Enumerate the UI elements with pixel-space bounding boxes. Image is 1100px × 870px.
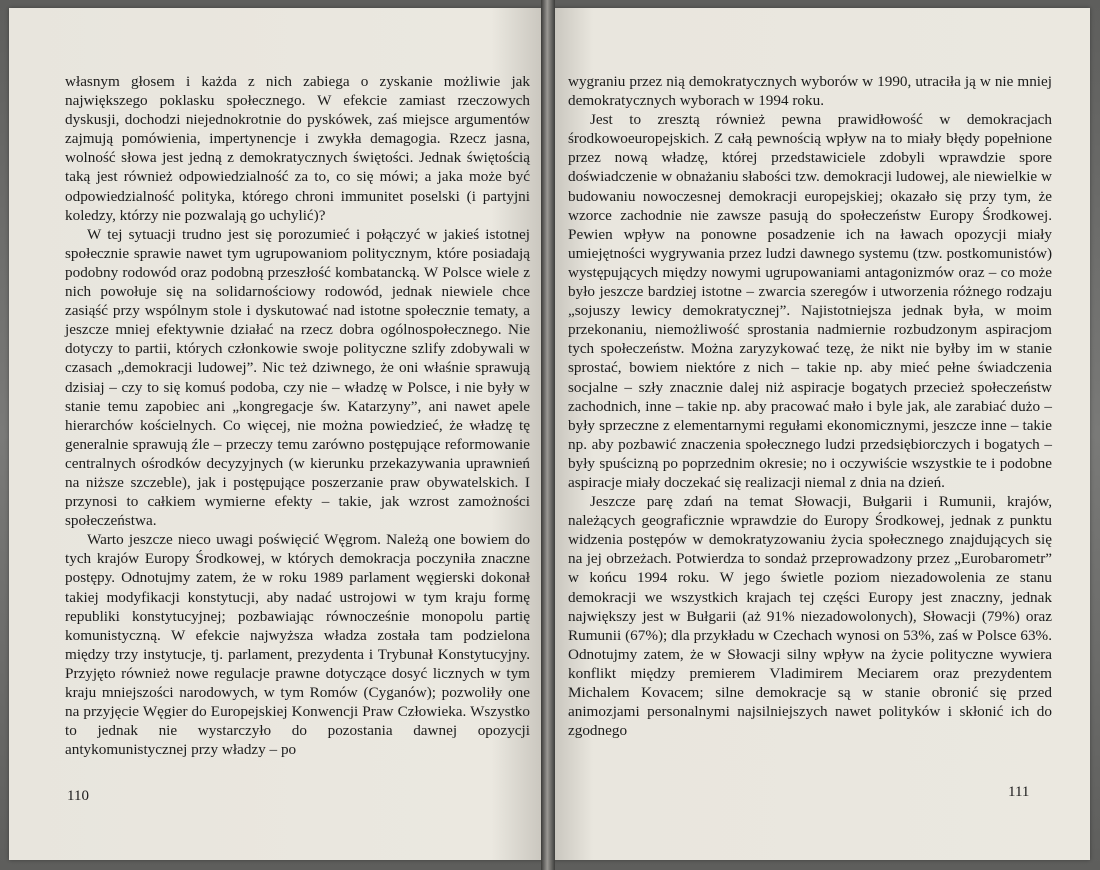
left-page-text: [65, 72, 530, 759]
paragraph: wygraniu przez nią demokratycznych wyborów w 1990, utraciła ją w nie mniej demokratycznych wyborach w 1994 roku.: [568, 73, 1052, 110]
paragraph: Warto jeszcze nieco uwagi poświęcić Węgrom. Należą one bowiem do tych krajów Europy Środkowej, w których demokracja poczyniła znaczne postępy. Odnotujmy zatem, że w roku 1989 parlament węgierski dokonał takiej modyfikacji konstytucji, aby nadać ustrojowi w tym kraju formę republiki konstytucyjnej; pozbawiając równocześnie monopolu partię komunistyczną. W efekcie najwyższa władza została tam podzielona między trzy instytucje, tj. parlament, prezydenta i Trybunał Konstytucyjny. Przyjęto również nowe regulacje prawne dotyczące dosyć licznych w tym kraju mniejszości narodowych, w tym Romów (Cyganów); pozwoliły one na przyjęcie Węgier do Europejskiej Konwencji Praw Człowieka. Wszystko to jednak nie wystarczyło do pozostania dawnej opozycji antykomunistycznej przy władzy – po: [65, 531, 530, 759]
left-page: [9, 8, 545, 860]
paragraph: Jest to zresztą również pewna prawidłowość w demokracjach środkowoeuropejskich. Z całą pewnością wpływ na to miały błędy popełnione przez nową władzę, której przedstawiciele zdobyli wprawdzie spore doświadczenie w obnażaniu słabości tzw. demokracji ludowej, ale niewielkie w budowaniu nowoczesnej demokracji europejskiej; okazało się przy tym, że wzorce zachodnie nie zawsze pasują do społeczeństw Europy Środkowej. Pewien wpływ na ponowne posadzenie ich na ławach opozycji miały umiejętności wygrywania przez ludzi dawnego systemu (tzw. postkomunistów) występujących między nowymi ugrupowaniami antagonizmów oraz – co może było jeszcze bardziej istotne – zwarcia szeregów i utworzenia różnego rodzaju „sojuszy lewicy demokratycznej”. Najistotniejsza jednak była, w moim przekonaniu, niemożliwość sprostania nadmiernie rozbudzonym aspiracjom tych społeczeństw. Można zaryzykować tezę, że nikt nie byłby im w stanie sprostać, bowiem niektóre z nich – takie np. aby mieć pełne świadczenia socjalne – szły znacznie dalej niż aspiracje bogatych przecież społeczeństw zachodnich, inne – takie np. aby pracować mało i byle jak, ale zarabiać dużo – były sprzeczne z elementarnymi regułami ekonomicznymi, jeszcze inne – takie np. aby pozbawić znaczenia społecznego ludzi przedsiębiorczych i bogatych – były spuścizną po poprzednim okresie; no i oczywiście wszystkie te i podobne aspiracje miały doczekać się realizacji niemal z dnia na dzień.: [568, 111, 1052, 491]
page-number: 110: [67, 788, 89, 804]
right-page-text: [568, 72, 1052, 740]
paragraph: własnym głosem i każda z nich zabiega o zyskanie możliwie jak największego poklasku społecznego. W efekcie zamiast rzeczowych dyskusji, dochodzi niejednokrotnie do pyskówek, zaś miejsce argumentów zajmują pomówienia, impertynencje i zwykła demagogia. Rzecz jasna, wolność słowa jest jedną z demokratycznych świętości. Jednak świętością taką jest również odpowiedzialność za to, co się mówi; a jaka może być odpowiedzialność polityka, którego chroni immunitet poselski (i partyjni koledzy, którzy nie pozwalają go uchylić)?: [65, 73, 530, 224]
page-number: 111: [1008, 784, 1030, 800]
paragraph: W tej sytuacji trudno jest się porozumieć i połączyć w jakieś istotnej społecznie sprawie nawet tym ugrupowaniom politycznym, które posiadają podobny rodowód oraz podobną przeszłość kombatancką. W Polsce wiele z nich powołuje się na solidarnościowy rodowód, jednak niewiele chce zasiąść przy wspólnym stole i dyskutować nad istotne społecznie tematy, a jeszcze mniej efektywnie działać na rzecz dobra ogólnospołecznego. Nie dotyczy to partii, których członkowie swoje polityczne szlify zdobywali w czasach „demokracji ludowej”. Nic też dziwnego, że oni właśnie sprawują dzisiaj – czy to się komuś podoba, czy nie – władzę w Polsce, i nie były w stanie temu zapobiec ani „kongregacje św. Katarzyny”, ani nawet apele hierarchów kościelnych. Co więcej, nie można powiedzieć, że władzę tę generalnie sprawują źle – przeczy temu zarówno postępujące reformowanie centralnych ośrodków decyzyjnych (w kierunku przekazywania uprawnień na niższe szczeble), jak i postępujące poszerzanie praw obywatelskich. I przynosi to całkiem wymierne efekty – takie, jak wzrost zamożności społeczeństwa.: [65, 225, 530, 530]
book-spine: [541, 0, 555, 870]
paragraph: Jeszcze parę zdań na temat Słowacji, Bułgarii i Rumunii, krajów, należących geograficznie wprawdzie do Europy Środkowej, jednak z punktu widzenia postępów w demokratyzowaniu życia społecznego znajdujących się na jej obrzeżach. Potwierdza to sondaż przeprowadzony przez „Eurobarometr” w końcu 1994 roku. W jego świetle poziom niezadowolenia ze stanu demokracji we wszystkich krajach tej części Europy jest znaczny, jednak największy jest w Bułgarii (aż 91% niezadowolonych), Słowacji (79%) oraz Rumunii (67%); dla przykładu w Czechach wynosi on 53%, zaś w Polsce 63%. Odnotujmy zatem, że w Słowacji silny wpływ na życie polityczne wywiera konflikt między premierem Vladimirem Meciarem oraz prezydentem Michalem Kovacem; silne demokracje są w stanie obronić się przed animozjami personalnymi najsilniejszych nawet polityków i skłonić ich do zgodnego: [568, 493, 1052, 740]
right-page: [550, 8, 1090, 860]
